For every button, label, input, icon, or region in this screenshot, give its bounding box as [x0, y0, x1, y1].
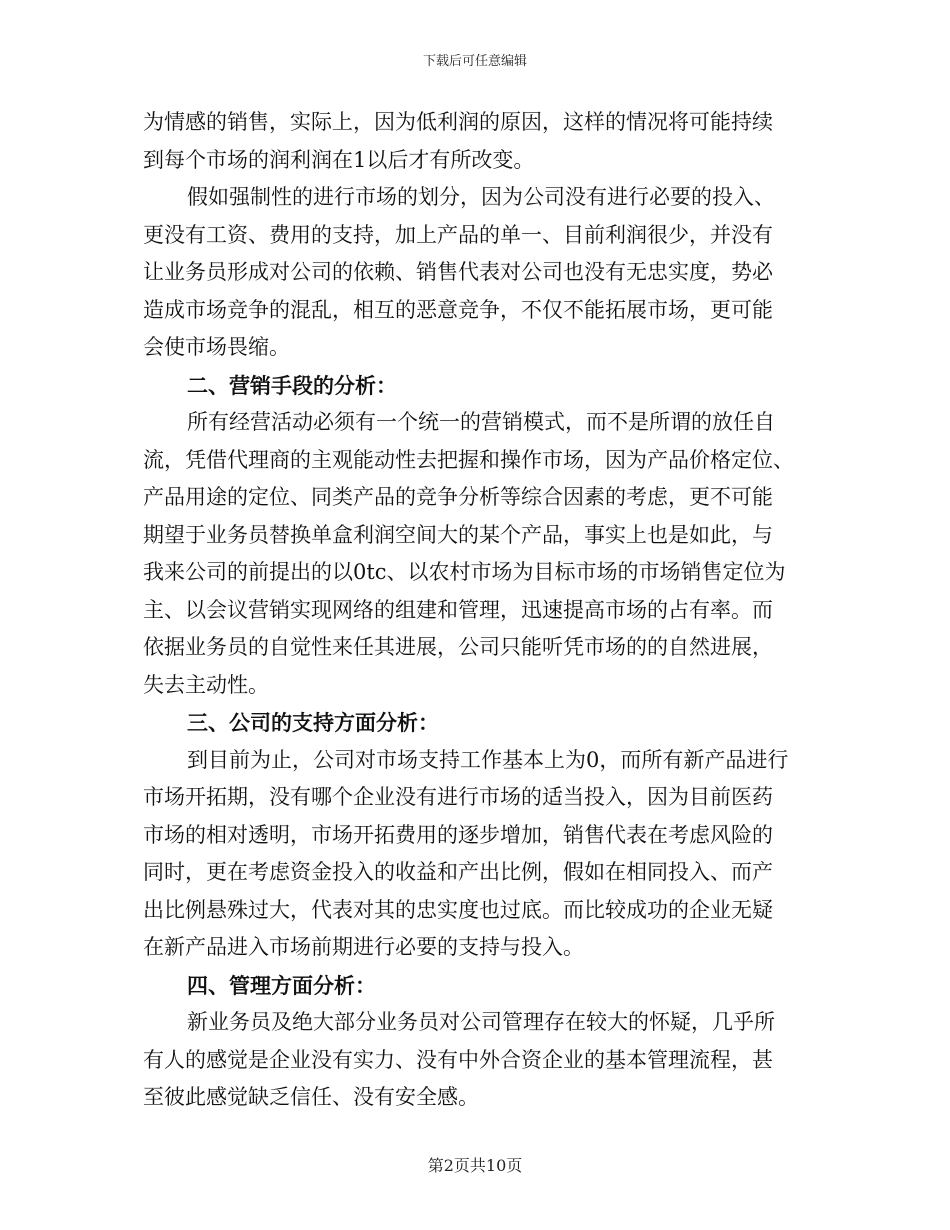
- text-line: 主、以会议营销实现网络的组建和管理，迅速提高市场的占有率。而: [143, 597, 773, 622]
- text-line: 让业务员形成对公司的依赖、销售代表对公司也没有无忠实度，势必: [143, 260, 773, 284]
- text-line: 我来公司的前提出的以0tc、以农村市场为目标市场的市场销售定位为: [143, 560, 786, 584]
- section-heading: 二、营销手段的分析：: [187, 372, 397, 398]
- text-line: 市场开拓期，没有哪个企业没有进行市场的适当投入，因为目前医药: [143, 785, 773, 809]
- text-line: 失去主动性。: [143, 672, 269, 697]
- text-line: 市场的相对透明，市场开拓费用的逐步增加，销售代表在考虑风险的: [143, 822, 773, 847]
- text-line: 有人的感觉是企业没有实力、没有中外合资企业的基本管理流程，甚: [143, 1047, 773, 1072]
- text-line: 假如强制性的进行市场的划分，因为公司没有进行必要的投入、: [187, 185, 775, 209]
- text-line: 到目前为止，公司对市场支持工作基本上为0，而所有新产品进行: [187, 747, 789, 772]
- document-body: [143, 104, 818, 1117]
- header-note: 下载后可任意编辑: [422, 54, 527, 69]
- text-line: 到每个市场的润利润在1以后才有所改变。: [143, 147, 535, 172]
- text-line: 同时，更在考虑资金投入的收益和产出比例，假如在相同投入、而产: [143, 860, 773, 884]
- text-line: 造成市场竞争的混乱，相互的恶意竞争，不仅不能拓展市场，更可能: [143, 297, 773, 322]
- text-line: 在新产品进入市场前期进行必要的支持与投入。: [143, 935, 584, 959]
- text-line: 依据业务员的自觉性来任其进展，公司只能听凭市场的的自然进展，: [143, 635, 773, 659]
- text-line: 会使市场畏缩。: [143, 335, 290, 359]
- text-line: 至彼此感觉缺乏信任、没有安全感。: [143, 1085, 479, 1109]
- text-line: 出比例悬殊过大，代表对其的忠实度也过底。而比较成功的企业无疑: [143, 897, 773, 922]
- text-line: 更没有工资、费用的支持，加上产品的单一、目前利润很少，并没有: [143, 222, 773, 247]
- text-line: 期望于业务员替换单盒利润空间大的某个产品，事实上也是如此，与: [143, 522, 773, 547]
- text-line: 新业务员及绝大部分业务员对公司管理存在较大的怀疑，几乎所: [187, 1010, 775, 1034]
- text-line: 所有经营活动必须有一个统一的营销模式，而不是所谓的放任自: [187, 410, 775, 434]
- text-line: 流，凭借代理商的主观能动性去把握和操作市场，因为产品价格定位、: [143, 447, 794, 472]
- text-line: 为情感的销售，实际上，因为低利润的原因，这样的情况将可能持续: [143, 110, 773, 134]
- page-number: 第2页共10页: [427, 1156, 523, 1175]
- section-heading: 三、公司的支持方面分析：: [187, 710, 439, 735]
- section-heading: 四、管理方面分析：: [187, 972, 376, 998]
- text-line: 产品用途的定位、同类产品的竞争分析等综合因素的考虑，更不可能: [143, 485, 773, 509]
